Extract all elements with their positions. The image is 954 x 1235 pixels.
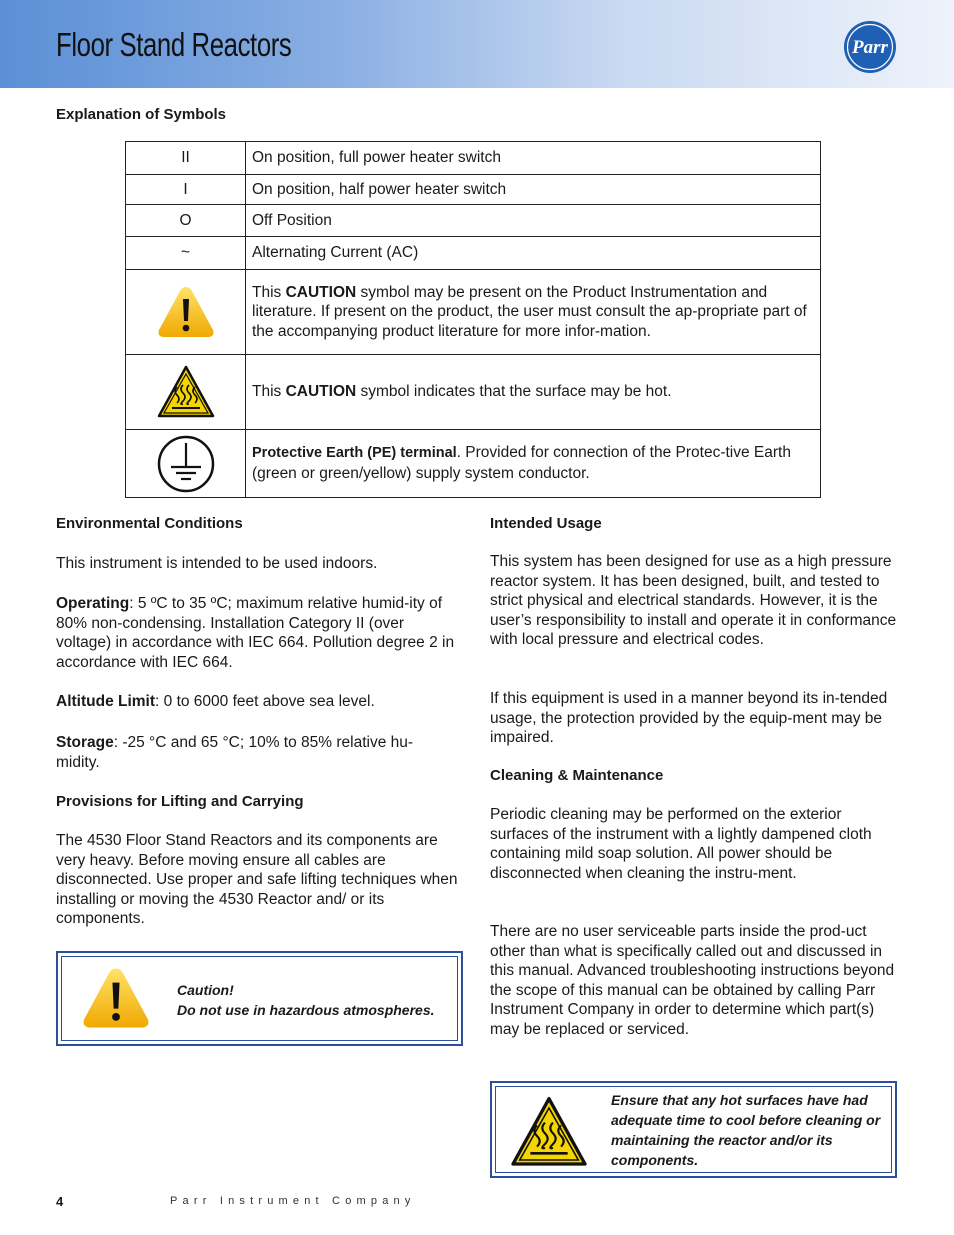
description-cell: This CAUTION symbol may be present on the Product Instrumentation and literature. If present on the product, the user must consult the ap-propriate part of the accompanying product literature for more infor-mation. (246, 270, 821, 355)
caution-note-box (56, 951, 463, 1046)
intended-usage-heading: Intended Usage (490, 515, 602, 532)
description-cell: Off Position (246, 205, 821, 237)
description-cell: Alternating Current (AC) (246, 237, 821, 270)
symbol-cell: O (126, 205, 246, 237)
description-cell: On position, full power heater switch (246, 142, 821, 175)
table-row (126, 270, 821, 355)
symbols-table (125, 141, 821, 498)
storage-text: Storage: -25 °C and 65 °C; 10% to 85% relative hu-midity. (56, 734, 414, 771)
symbols-heading: Explanation of Symbols (56, 106, 227, 123)
page-number: 4 (56, 1194, 64, 1209)
table-row (126, 430, 821, 498)
description-cell: Protective Earth (PE) terminal. Provided for connection of the Protec-tive Earth (green or green/yellow) supply system conductor. (246, 430, 821, 498)
caution-icon (156, 284, 216, 340)
parr-logo (843, 20, 897, 74)
description-cell: This CAUTION symbol indicates that the surface may be hot. (246, 355, 821, 430)
symbol-cell (126, 270, 246, 355)
serviceable-parts-text: There are no user serviceable parts inside the prod-uct other than what is specifically called out and discussed in this manual. Advanced troubleshooting instructions beyond the scope of this manual can be obtained by calling Parr Instrument Company in order to determine which part(s) may be replaced or serviced. (490, 923, 895, 1038)
page-title: Floor Stand Reactors (56, 26, 292, 63)
operating-text: Operating: 5 ºC to 35 ºC; maximum relative humid-ity of 80% non-condensing. Installation Category II (over voltage) in accordance with IEC 664. Pollution degree 2 in accordance with IEC 664. (56, 595, 455, 671)
protective-earth-icon (156, 434, 216, 494)
table-row (126, 175, 821, 205)
caution-note-text: Caution! Do not use in hazardous atmospheres. (177, 982, 435, 1018)
cleaning-text: Periodic cleaning may be performed on the exterior surfaces of the instrument with a lightly dampened cloth containing mild soap solution. All power should be disconnected when cleaning the instru-ment. (490, 806, 872, 882)
table-row (126, 142, 821, 175)
hot-surface-note-text: Ensure that any hot surfaces have had adequate time to cool before cleaning or maintaining the reactor and/or its components. (611, 1092, 881, 1168)
symbol-cell (126, 430, 246, 498)
environmental-heading: Environmental Conditions (56, 515, 243, 532)
hot-surface-note-box (490, 1081, 897, 1178)
hot-surface-icon (510, 1096, 588, 1168)
intended-usage-text: This system has been designed for use as a high pressure reactor system. It has been designed, built, and tested to strict physical and electrical standards. However, it is the user’s responsibility to install and operate it in conformance with local pressure and electrical codes. (490, 553, 897, 649)
table-row (126, 205, 821, 237)
hot-surface-icon (157, 365, 215, 419)
intended-usage-warning: If this equipment is used in a manner beyond its in-tended usage, the protection provided by the equip-ment may be impaired. (490, 690, 888, 747)
lifting-heading: Provisions for Lifting and Carrying (56, 793, 304, 810)
logo-text: Parr (852, 37, 888, 58)
description-cell: On position, half power heater switch (246, 175, 821, 205)
symbol-cell: II (126, 142, 246, 175)
cleaning-heading: Cleaning & Maintenance (490, 767, 664, 784)
footer-company: Parr Instrument Company (170, 1195, 416, 1207)
symbol-cell (126, 355, 246, 430)
altitude-text: Altitude Limit: 0 to 6000 feet above sea level. (56, 693, 375, 710)
lifting-text: The 4530 Floor Stand Reactors and its components are very heavy. Before moving ensure all cables are disconnected. Use proper and safe lifting techniques when installing or moving the 4530 Reactor and/ or its components. (56, 832, 458, 928)
table-row (126, 237, 821, 270)
page-header (0, 0, 954, 88)
environment-intro: This instrument is intended to be used indoors. (56, 555, 378, 572)
symbol-cell: I (126, 175, 246, 205)
table-row (126, 355, 821, 430)
caution-icon (80, 965, 152, 1031)
symbol-cell: ~ (126, 237, 246, 270)
